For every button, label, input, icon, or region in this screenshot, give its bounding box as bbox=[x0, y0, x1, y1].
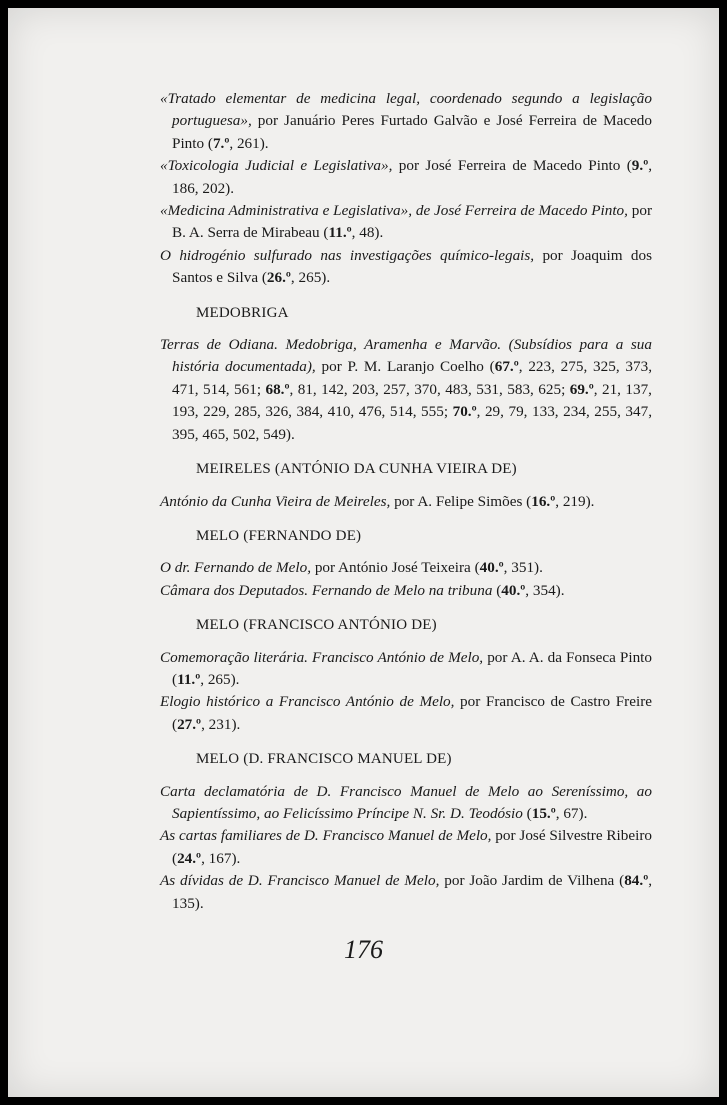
index-entry: «Tratado elementar de medicina legal, coordenado segundo a legislação portuguesa», por Januário Peres Furtado Galvão e José Ferreira de Macedo Pinto (7.º, 261). bbox=[160, 90, 652, 152]
section-heading-melo-manuel: MELO (D. FRANCISCO MANUEL DE) bbox=[196, 751, 452, 768]
index-entry: Comemoração literária. Francisco António de Melo, por A. A. da Fonseca Pinto (11.º, 265). bbox=[160, 648, 652, 688]
section-heading-meireles: MEIRELES (ANTÓNIO DA CUNHA VIEIRA DE) bbox=[196, 461, 517, 478]
section-heading-medobriga: MEDOBRIGA bbox=[196, 304, 289, 321]
index-entry: O hidrogénio sulfurado nas investigações químico-legais, por Joaquim dos Santos e Silva (26.º, 265). bbox=[160, 246, 652, 287]
index-entry: «Medicina Administrativa e Legislativa», de José Ferreira de Macedo Pinto, por B. A. Serra de Mirabeau (11.º, 48). bbox=[160, 202, 652, 242]
index-entry: As dívidas de D. Francisco Manuel de Melo, por João Jardim de Vilhena (84.º, 135). bbox=[160, 872, 652, 912]
index-entry: As cartas familiares de D. Francisco Manuel de Melo, por José Silvestre Ribeiro (24.º, 167). bbox=[160, 827, 652, 867]
index-entry: Terras de Odiana. Medobriga, Aramenha e Marvão. (Subsídios para a sua história documentada), por P. M. Laranjo Coelho (67.º, 223, 275, 325, 373, 471, 514, 561; 68.º, 81, 142, 203, 257, 370, 483, 531, 583, 625; 69.º, 21, 137, 193, 229, 285, 326, 384, 410, 476, 514, 555; 70.º, 29, 79, 133, 234, 255, 347, 395, 465, 502, 549). bbox=[160, 336, 653, 443]
index-entry: Câmara dos Deputados. Fernando de Melo na tribuna (40.º, 354). bbox=[160, 581, 565, 599]
index-entry: Carta declamatória de D. Francisco Manuel de Melo ao Sereníssimo, ao Sapientíssimo, ao Felicíssimo Príncipe N. Sr. D. Teodósio (15.º, 67). bbox=[160, 782, 652, 822]
page-number: 176 bbox=[344, 935, 383, 964]
index-content bbox=[160, 88, 652, 915]
section-heading-melo-fernando: MELO (FERNANDO DE) bbox=[196, 527, 362, 544]
index-entry: António da Cunha Vieira de Meireles, por A. Felipe Simões (16.º, 219). bbox=[160, 492, 595, 510]
section-heading-melo-francisco: MELO (FRANCISCO ANTÓNIO DE) bbox=[196, 617, 437, 634]
document-page bbox=[8, 8, 719, 1097]
index-entry: «Toxicologia Judicial e Legislativa», por José Ferreira de Macedo Pinto (9.º, 186, 202). bbox=[160, 157, 652, 197]
index-entry: Elogio histórico a Francisco António de Melo, por Francisco de Castro Freire (27.º, 231). bbox=[160, 693, 653, 733]
index-entry: O dr. Fernando de Melo, por António José Teixeira (40.º, 351). bbox=[160, 559, 543, 577]
